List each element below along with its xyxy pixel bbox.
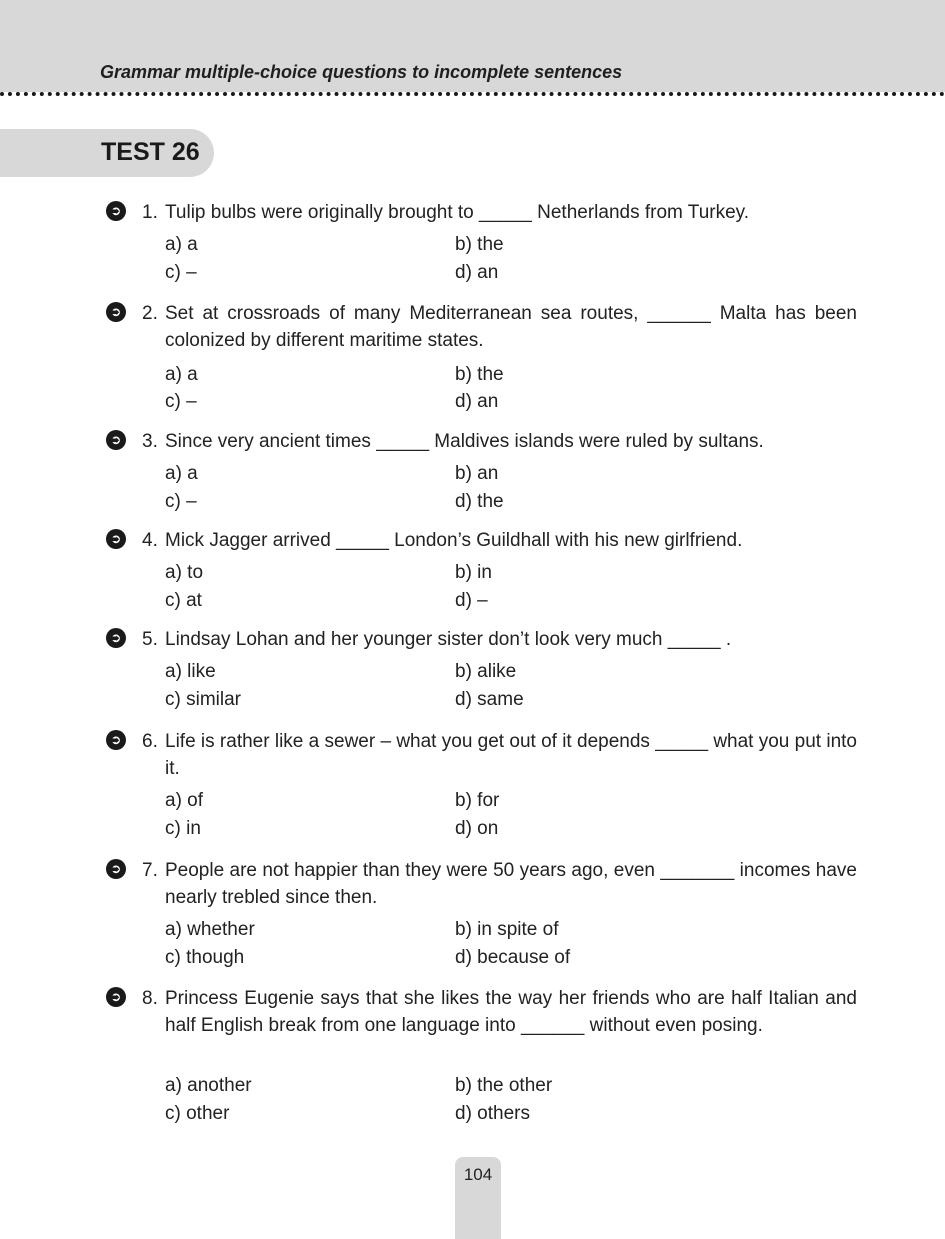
question-text: Life is rather like a sewer – what you get out of it depends _____ what you put into it. xyxy=(165,731,857,779)
option-c[interactable]: c) – xyxy=(165,391,197,412)
section-header-title: Grammar multiple-choice questions to incomplete sentences xyxy=(100,62,623,82)
question-number: 8. xyxy=(142,988,158,1009)
option-c[interactable]: c) – xyxy=(165,491,197,512)
arrow-bullet-icon: ➲ xyxy=(106,302,126,322)
option-d[interactable]: d) the xyxy=(455,491,504,512)
option-b[interactable]: b) for xyxy=(455,790,500,811)
arrow-bullet-icon: ➲ xyxy=(106,987,126,1007)
option-b[interactable]: b) the xyxy=(455,364,504,385)
option-c[interactable]: c) though xyxy=(165,947,245,968)
option-a[interactable]: a) another xyxy=(165,1075,252,1096)
arrow-bullet-icon: ➲ xyxy=(106,859,126,879)
option-a[interactable]: a) of xyxy=(165,790,204,811)
question-text: Since very ancient times _____ Maldives islands were ruled by sultans. xyxy=(165,431,764,452)
question-text: Lindsay Lohan and her younger sister don’t look very much _____ . xyxy=(165,629,732,650)
option-d[interactable]: d) an xyxy=(455,262,499,283)
arrow-bullet-icon: ➲ xyxy=(106,430,126,450)
option-c[interactable]: c) in xyxy=(165,818,201,839)
question-number: 3. xyxy=(142,431,158,452)
option-a[interactable]: a) whether xyxy=(165,919,255,940)
option-d[interactable]: d) on xyxy=(455,818,499,839)
question-text: People are not happier than they were 50 years ago, even _______ incomes have nearly trebled since then. xyxy=(165,860,857,908)
question-text: Tulip bulbs were originally brought to _____ Netherlands from Turkey. xyxy=(165,202,750,223)
page-number: 104 xyxy=(463,1165,493,1184)
question-number: 4. xyxy=(142,530,158,551)
arrow-bullet-icon: ➲ xyxy=(106,201,126,221)
option-d[interactable]: d) because of xyxy=(455,947,571,968)
arrow-bullet-icon: ➲ xyxy=(106,628,126,648)
question-text: Mick Jagger arrived _____ London’s Guildhall with his new girlfriend. xyxy=(165,530,743,551)
question-number: 7. xyxy=(142,860,158,881)
option-a[interactable]: a) a xyxy=(165,234,198,255)
option-b[interactable]: b) the xyxy=(455,234,504,255)
question-number: 6. xyxy=(142,731,158,752)
option-b[interactable]: b) an xyxy=(455,463,499,484)
question-number: 5. xyxy=(142,629,158,650)
test-title: TEST 26 xyxy=(101,138,200,166)
option-d[interactable]: d) same xyxy=(455,689,524,710)
option-b[interactable]: b) alike xyxy=(455,661,517,682)
option-a[interactable]: a) to xyxy=(165,562,204,583)
option-c[interactable]: c) at xyxy=(165,590,202,611)
question-text: Set at crossroads of many Mediterranean sea routes, ______ Malta has been colonized by different maritime states. xyxy=(165,303,857,351)
question-number: 2. xyxy=(142,303,158,324)
option-c[interactable]: c) – xyxy=(165,262,197,283)
option-c[interactable]: c) similar xyxy=(165,689,241,710)
question-text: Princess Eugenie says that she likes the way her friends who are half Italian and half English break from one language into ______ without even posing. xyxy=(165,988,857,1036)
arrow-bullet-icon: ➲ xyxy=(106,529,126,549)
option-c[interactable]: c) other xyxy=(165,1103,230,1124)
question-number: 1. xyxy=(142,202,158,223)
option-a[interactable]: a) like xyxy=(165,661,216,682)
option-b[interactable]: b) the other xyxy=(455,1075,553,1096)
option-b[interactable]: b) in spite of xyxy=(455,919,559,940)
dotted-divider xyxy=(0,92,945,96)
option-d[interactable]: d) others xyxy=(455,1103,530,1124)
option-d[interactable]: d) – xyxy=(455,590,488,611)
option-b[interactable]: b) in xyxy=(455,562,492,583)
option-a[interactable]: a) a xyxy=(165,463,198,484)
arrow-bullet-icon: ➲ xyxy=(106,730,126,750)
option-d[interactable]: d) an xyxy=(455,391,499,412)
option-a[interactable]: a) a xyxy=(165,364,198,385)
